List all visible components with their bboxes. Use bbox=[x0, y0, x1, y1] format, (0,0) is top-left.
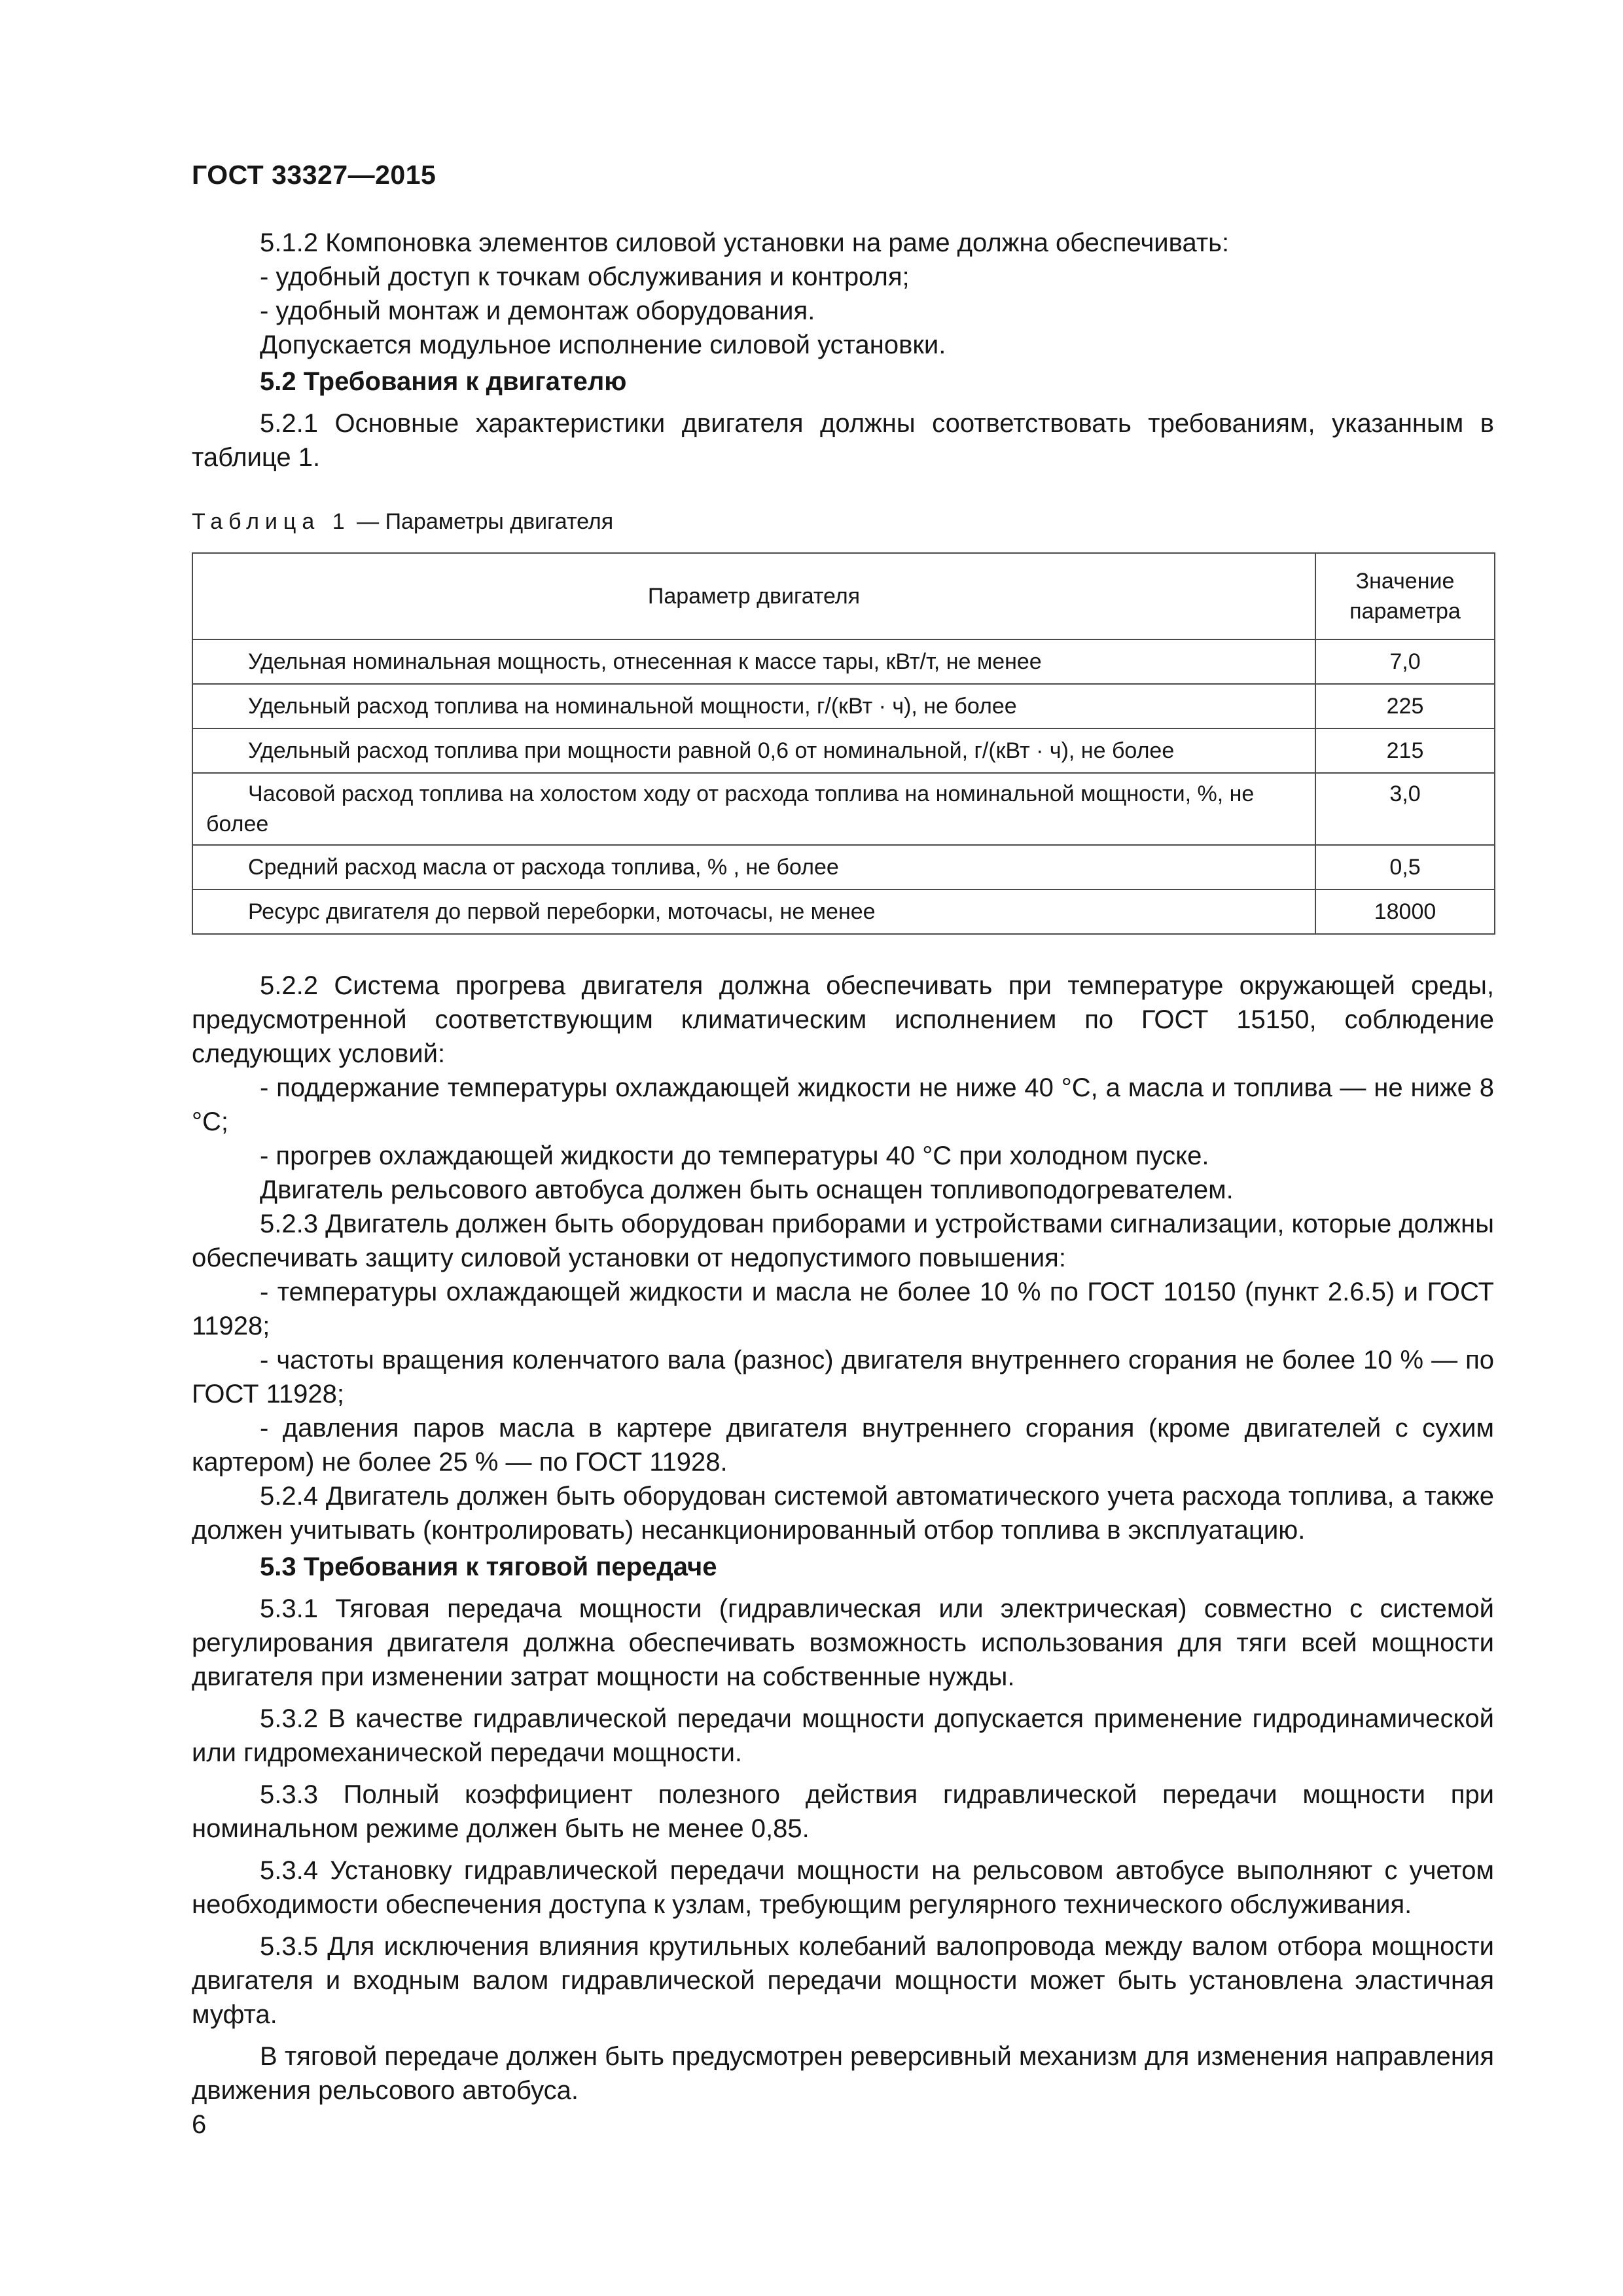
parameter-name: Средний расход масла от расхода топлива, % , не более bbox=[192, 845, 1315, 889]
parameter-value: 3,0 bbox=[1315, 773, 1495, 845]
table-caption-label: Таблица 1 bbox=[192, 509, 351, 534]
paragraph-5-1-2: 5.1.2 Компоновка элементов силовой установки на раме должна обеспечивать: bbox=[260, 228, 1230, 257]
main-text-block bbox=[192, 969, 1494, 2108]
paragraph-5-3-5: 5.3.5 Для исключения влияния крутильных колебаний валопровода между валом отбора мощности двигателя и входным валом гидравлической передачи мощности может быть установлена эластичная муфта. bbox=[192, 1932, 1494, 2029]
table-header-row bbox=[192, 553, 1495, 639]
parameter-name: Удельный расход топлива при мощности равной 0,6 от номинальной, г/(кВт · ч), не более bbox=[192, 728, 1315, 773]
paragraph-5-2-2: 5.2.2 Система прогрева двигателя должна обеспечивать при температуре окружающей среды, предусмотренной соответствующим климатическим исполнением по ГОСТ 15150, соблюдение следующих условий: bbox=[192, 971, 1494, 1068]
table-row bbox=[192, 773, 1495, 845]
paragraph-5-2-4: 5.2.4 Двигатель должен быть оборудован системой автоматического учета расхода топлива, а также должен учитывать (контролировать) несанкционированный отбор топлива в эксплуатацию. bbox=[192, 1482, 1494, 1545]
table-row bbox=[192, 889, 1495, 934]
table-row bbox=[192, 728, 1495, 773]
paragraph-5-2-1: 5.2.1 Основные характеристики двигателя должны соответствовать требованиям, указанным в таблице 1. bbox=[192, 409, 1494, 472]
engine-parameters-table bbox=[192, 552, 1495, 935]
document-code: ГОСТ 33327—2015 bbox=[192, 160, 437, 190]
table-caption-text: — Параметры двигателя bbox=[350, 509, 614, 534]
parameter-name: Ресурс двигателя до первой переборки, моточасы, не менее bbox=[192, 889, 1315, 934]
parameter-value: 225 bbox=[1315, 684, 1495, 728]
parameter-name: Удельная номинальная мощность, отнесенная к массе тары, кВт/т, не менее bbox=[192, 639, 1315, 684]
list-item: - удобный монтаж и демонтаж оборудования. bbox=[260, 296, 815, 325]
list-item: - частоты вращения коленчатого вала (разнос) двигателя внутреннего сгорания не более 10 % — по ГОСТ 11928; bbox=[192, 1346, 1494, 1408]
parameter-value: 0,5 bbox=[1315, 845, 1495, 889]
list-item: - удобный доступ к точкам обслуживания и контроля; bbox=[260, 262, 910, 291]
table-caption bbox=[192, 509, 613, 535]
list-item: - прогрев охлаждающей жидкости до температуры 40 °С при холодном пуске. bbox=[260, 1141, 1209, 1170]
table-row bbox=[192, 684, 1495, 728]
table-row bbox=[192, 845, 1495, 889]
section-5-1-2-block bbox=[192, 226, 1494, 475]
paragraph-5-2-3: 5.2.3 Двигатель должен быть оборудован приборами и устройствами сигнализации, которые должны обеспечивать защиту силовой установки от недопустимого повышения: bbox=[192, 1210, 1494, 1272]
paragraph-heater-note: Двигатель рельсового автобуса должен быть оснащен топливоподогревателем. bbox=[260, 1175, 1234, 1204]
paragraph-5-3-3: 5.3.3 Полный коэффициент полезного действия гидравлической передачи мощности при номинальном режиме должен быть не менее 0,85. bbox=[192, 1780, 1494, 1843]
parameter-name: Удельный расход топлива на номинальной мощности, г/(кВт · ч), не более bbox=[192, 684, 1315, 728]
parameter-value: 215 bbox=[1315, 728, 1495, 773]
page-number: 6 bbox=[192, 2110, 207, 2139]
heading-5-3: 5.3 Требования к тяговой передаче bbox=[260, 1552, 717, 1581]
paragraph-note: Допускается модульное исполнение силовой установки. bbox=[260, 331, 946, 359]
table-row bbox=[192, 639, 1495, 684]
column-header-value: Значение параметра bbox=[1315, 553, 1495, 639]
paragraph-5-3-1: 5.3.1 Тяговая передача мощности (гидравлическая или электрическая) совместно с системой регулирования двигателя должна обеспечивать возможность использования для тяги всей мощности двигателя при изменении затрат мощности на собственные нужды. bbox=[192, 1594, 1494, 1691]
list-item: - поддержание температуры охлаждающей жидкости не ниже 40 °С, а масла и топлива — не ниже 8 °С; bbox=[192, 1073, 1494, 1136]
parameter-value: 18000 bbox=[1315, 889, 1495, 934]
paragraph-reverse-mechanism: В тяговой передаче должен быть предусмотрен реверсивный механизм для изменения направления движения рельсового автобуса. bbox=[192, 2042, 1494, 2105]
parameter-name: Часовой расход топлива на холостом ходу от расхода топлива на номинальной мощности, %, не более bbox=[192, 773, 1315, 845]
list-item: - температуры охлаждающей жидкости и масла не более 10 % по ГОСТ 10150 (пункт 2.6.5) и ГОСТ 11928; bbox=[192, 1278, 1494, 1340]
paragraph-5-3-4: 5.3.4 Установку гидравлической передачи мощности на рельсовом автобусе выполняют с учетом необходимости обеспечения доступа к узлам, требующим регулярного технического обслуживания. bbox=[192, 1856, 1494, 1919]
parameter-value: 7,0 bbox=[1315, 639, 1495, 684]
list-item: - давления паров масла в картере двигателя внутреннего сгорания (кроме двигателей с сухим картером) не более 25 % — по ГОСТ 11928. bbox=[192, 1414, 1494, 1477]
heading-5-2: 5.2 Требования к двигателю bbox=[260, 367, 627, 396]
column-header-parameter: Параметр двигателя bbox=[192, 553, 1315, 639]
paragraph-5-3-2: 5.3.2 В качестве гидравлической передачи мощности допускается применение гидродинамической или гидромеханической передачи мощности. bbox=[192, 1704, 1494, 1767]
